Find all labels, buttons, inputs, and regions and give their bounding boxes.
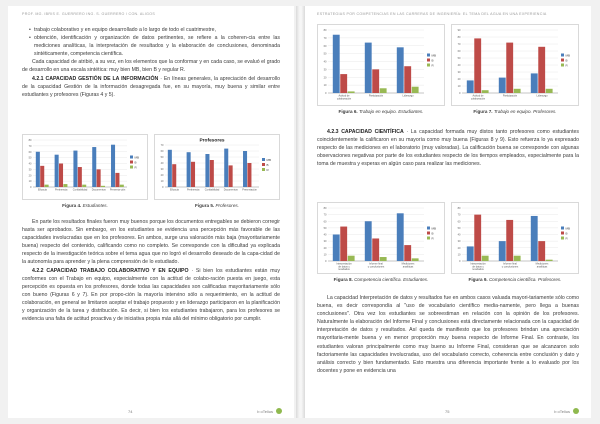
bar-b bbox=[372, 238, 379, 261]
chart-fig7-svg bbox=[452, 25, 578, 105]
y-tick-label: 80 bbox=[323, 207, 327, 210]
y-tick-label: 30 bbox=[323, 240, 327, 244]
y-tick-label: 80 bbox=[28, 139, 32, 142]
paragraph-after-fig5: En parte los resultados finales fueron muy buenos porque los documentos entregables se debieron corregir hasta ser aprobados. Sin embargo, en los estudiantes se evidencia una percepción más favorable de las capacidades involucradas que en los profesores. En ambos, surge una valoración más baja (mayoritariamente buena) respecto del contenido, calificando como no completo. Se corresponde con la dificultad ya explicada respecto de la investigación teórica sobre el tema agua que no logró el desarrollo deseado de la capa-cidad de la autonomía para aprender y la plena comprensión de lo estudiado. bbox=[22, 219, 280, 266]
chart-fig9-svg bbox=[452, 203, 578, 273]
brand-logo-icon bbox=[573, 408, 579, 414]
y-tick-label: 90 bbox=[457, 29, 461, 32]
bar-b bbox=[191, 162, 195, 187]
legend-label: MB bbox=[134, 155, 139, 160]
legend-label: MB bbox=[565, 53, 570, 58]
y-tick-label: 70 bbox=[323, 213, 327, 217]
y-tick-label: 70 bbox=[323, 36, 327, 40]
y-tick-label: 50 bbox=[457, 226, 461, 230]
y-tick-label: 0 bbox=[325, 92, 327, 95]
x-tick-label bbox=[403, 95, 415, 98]
x-tick-label-line: Pertinencia bbox=[186, 188, 200, 192]
bar-mb bbox=[111, 145, 115, 187]
bar-b bbox=[474, 215, 481, 261]
legend-swatch bbox=[561, 54, 564, 57]
legend-swatch bbox=[427, 232, 430, 235]
legend-label: B bbox=[431, 58, 434, 63]
x-tick-label bbox=[336, 263, 352, 272]
x-tick-label-line: Documentos bbox=[91, 188, 106, 192]
bar-mb bbox=[397, 213, 404, 261]
x-tick-label-line: Interpretación bbox=[336, 262, 352, 266]
left-text-bottom bbox=[22, 218, 280, 323]
bar-b bbox=[40, 166, 44, 187]
legend-label: B bbox=[134, 160, 137, 165]
x-tick-label-line: Liderazgo bbox=[536, 94, 548, 98]
figure-4 bbox=[22, 134, 148, 208]
legend-swatch bbox=[262, 163, 265, 166]
x-tick-label-line: de datos y bbox=[338, 265, 350, 269]
legend-label: R bbox=[431, 63, 434, 68]
bar-r bbox=[101, 186, 105, 187]
legend-swatch bbox=[130, 156, 133, 159]
x-tick-label-line: Interpretación bbox=[470, 262, 486, 266]
y-tick-label: 50 bbox=[160, 156, 164, 159]
bullet-item: • obtención, identificación y organización de datos pertinentes, se refiere a la coheren-cia entre las mediciones analíticas, la interpretación de resultados y la elaboración de conclusiones, denominada sintéticamente, competencia científica. bbox=[22, 34, 280, 58]
figure-8-caption bbox=[334, 277, 429, 282]
y-tick-label: 10 bbox=[457, 253, 461, 257]
brand-name: b oTelius bbox=[554, 408, 570, 414]
bar-mb bbox=[73, 151, 77, 187]
bar-b bbox=[474, 38, 481, 93]
x-tick-label-line: Participación bbox=[368, 94, 384, 98]
x-tick-label-line: Presenta-ción bbox=[109, 188, 126, 192]
legend-label: MB bbox=[431, 226, 436, 231]
figure-row-4-5 bbox=[22, 134, 280, 208]
x-tick-label-line: Participación bbox=[502, 94, 518, 98]
running-head-left: PROF. MG. IBRIS E. GUERRERO ING. S. GUERRERO / CON. ALIGOS bbox=[22, 12, 156, 16]
figure-row-8-9 bbox=[317, 202, 579, 282]
bar-r bbox=[63, 184, 67, 187]
y-tick-label: 70 bbox=[457, 213, 461, 217]
y-tick-label: 20 bbox=[160, 174, 164, 177]
figure-6-caption bbox=[339, 109, 424, 114]
caption-text: Competencia científica. Estudiantes. bbox=[354, 277, 429, 282]
x-tick-label bbox=[205, 189, 220, 192]
x-tick-label bbox=[242, 189, 257, 192]
legend-swatch bbox=[262, 158, 265, 161]
bar-b bbox=[97, 169, 101, 187]
x-tick-label bbox=[337, 95, 352, 101]
y-tick-label: 40 bbox=[28, 162, 32, 166]
bar-mb bbox=[499, 241, 506, 261]
bar-r bbox=[82, 185, 86, 187]
x-tick-label bbox=[224, 189, 239, 192]
x-tick-label-line: Documentos bbox=[223, 188, 238, 192]
y-tick-label: 60 bbox=[160, 150, 164, 153]
y-tick-label: 0 bbox=[459, 260, 461, 263]
footer-brand-left bbox=[257, 408, 282, 414]
bar-mb bbox=[55, 155, 59, 187]
figure-6 bbox=[317, 24, 445, 114]
bar-b bbox=[538, 47, 545, 93]
y-tick-label: 40 bbox=[323, 60, 327, 64]
x-tick-label-line: colaboración bbox=[470, 97, 486, 101]
right-text-bottom bbox=[317, 294, 579, 375]
x-tick-label bbox=[368, 263, 385, 269]
footer-right bbox=[445, 409, 449, 414]
legend-swatch bbox=[427, 64, 430, 67]
legend-swatch bbox=[262, 168, 265, 171]
page-number: 74 bbox=[128, 409, 133, 414]
figure-9-caption bbox=[469, 277, 562, 282]
legend-label: MB bbox=[266, 157, 271, 162]
x-tick-label bbox=[55, 189, 68, 192]
legend-label: B bbox=[565, 58, 568, 63]
bar-mb bbox=[224, 149, 228, 187]
bar-mb bbox=[365, 43, 372, 93]
x-tick-label bbox=[470, 263, 486, 272]
section-1-text: · En líneas generales, la apreciación del desarrollo de la capacidad Gestión de la información desagregada fue, en su mayoría, muy buena y similar entre estudiantes y profesores (Figuras 4 y 5). bbox=[22, 75, 280, 98]
bar-mb bbox=[333, 235, 340, 262]
x-tick-label-line: Confiabilidad bbox=[72, 188, 88, 192]
chart-title: Profesores bbox=[199, 138, 225, 144]
chart-fig8-svg bbox=[318, 203, 444, 273]
x-tick-label-line: Confiabilidad bbox=[204, 188, 220, 192]
y-tick-label: 60 bbox=[457, 220, 461, 224]
figure-4-caption bbox=[62, 203, 108, 208]
bar-b bbox=[372, 69, 379, 93]
bar-mb bbox=[365, 221, 372, 261]
bar-b bbox=[404, 66, 411, 93]
bar-b bbox=[538, 241, 545, 261]
caption-text: Trabajo en equipo. Profesores. bbox=[493, 109, 557, 114]
bar-r bbox=[380, 88, 387, 93]
y-tick-label: 50 bbox=[323, 226, 327, 230]
y-tick-label: 60 bbox=[323, 220, 327, 224]
x-tick-label bbox=[38, 189, 47, 192]
bar-b bbox=[78, 167, 82, 187]
legend-label: R bbox=[565, 236, 568, 241]
right-page bbox=[305, 6, 591, 418]
chart-fig6-svg bbox=[318, 25, 444, 105]
x-tick-label-line: Mediciones bbox=[535, 262, 549, 266]
figure-7-caption bbox=[473, 109, 556, 114]
bar-mb bbox=[397, 47, 404, 93]
page-number: 75 bbox=[445, 409, 450, 414]
bar-b bbox=[115, 173, 119, 187]
x-tick-label-line: Informe final bbox=[503, 262, 517, 266]
x-tick-label bbox=[73, 189, 88, 192]
caption-text: Trabajo en equipo. Estudiantes. bbox=[358, 109, 424, 114]
section-heading-1: 4.2.1 CAPACIDAD GESTIÓN DE LA INFORMACIÓN bbox=[32, 75, 159, 82]
y-tick-label: 30 bbox=[28, 168, 32, 172]
bar-r bbox=[412, 258, 419, 261]
y-tick-label: 20 bbox=[457, 246, 461, 250]
bar-b bbox=[404, 245, 411, 261]
y-tick-label: 40 bbox=[160, 162, 164, 165]
caption-text: Estudiantes. bbox=[82, 203, 108, 208]
legend-label: MB bbox=[431, 53, 436, 58]
bar-mb bbox=[168, 150, 172, 187]
paragraph-section-3 bbox=[317, 128, 579, 168]
y-tick-label: 0 bbox=[30, 186, 32, 189]
bar-r bbox=[514, 256, 521, 261]
y-tick-label: 10 bbox=[457, 85, 461, 88]
y-tick-label: 10 bbox=[28, 180, 32, 184]
book-gutter bbox=[296, 6, 305, 418]
chart-fig5 bbox=[154, 134, 280, 200]
x-tick-label bbox=[369, 95, 384, 98]
bar-mb bbox=[187, 152, 191, 187]
legend-swatch bbox=[427, 227, 430, 230]
legend-swatch bbox=[561, 227, 564, 230]
y-tick-label: 30 bbox=[323, 68, 327, 72]
bar-b bbox=[247, 163, 251, 187]
bar-r bbox=[546, 89, 553, 93]
running-head-right: ESTRATEGIAS POR COMPETENCIAS EN LAS CARRERAS DE INGENIERÍA: EL TEMA DEL AGUA EN UNA EXPERIENCIA bbox=[317, 12, 547, 16]
bar-b bbox=[172, 164, 176, 187]
legend-label: B bbox=[565, 231, 568, 236]
y-tick-label: 10 bbox=[323, 253, 327, 257]
x-tick-label bbox=[503, 95, 518, 98]
x-tick-label-line: Eficacia bbox=[170, 188, 179, 192]
chart-fig5-svg bbox=[155, 135, 279, 199]
x-tick-label bbox=[92, 189, 107, 192]
y-tick-label: 60 bbox=[323, 44, 327, 48]
chart-fig9 bbox=[451, 202, 579, 274]
right-text-top bbox=[317, 128, 579, 168]
legend-label: B bbox=[431, 231, 434, 236]
legend-label: MB bbox=[565, 226, 570, 231]
caption-label: Figura 9. bbox=[468, 277, 488, 282]
bar-mb bbox=[467, 80, 474, 93]
x-tick-label-line: de datos y bbox=[472, 265, 484, 269]
legend-swatch bbox=[561, 237, 564, 240]
y-tick-label: 40 bbox=[457, 64, 461, 67]
x-tick-label-line: Mediciones bbox=[401, 262, 415, 266]
legend-label: R bbox=[431, 236, 434, 241]
y-tick-label: 70 bbox=[28, 144, 32, 148]
section-3-text: · La capacidad formada muy distos tanto profesores como estudiantes coincidentemente la calificaron en su mayoría como muy buena (Figuras 8 y 9). Esto refuerza lo ya expresado respecto de las mediciones en el laboratorio (muy valoradas). La calificación buena se corresponde con algunas observaciones negativas por parte de los estudiantes respecto de los tiempos empleados, especialmente para la toma de muestra y esperas en algún caso para realizar las mediciones. bbox=[317, 129, 579, 168]
bar-r bbox=[482, 256, 489, 261]
x-tick-label-line: Liderazgo bbox=[402, 94, 414, 98]
brand-name: b oTelius bbox=[257, 408, 273, 414]
caption-label: Figura 5. bbox=[195, 203, 215, 208]
chart-fig6 bbox=[317, 24, 445, 106]
x-tick-label bbox=[471, 95, 486, 101]
chart-fig7 bbox=[451, 24, 579, 106]
y-tick-label: 0 bbox=[325, 260, 327, 263]
x-tick-label-line: Pertinencia bbox=[54, 188, 68, 192]
bar-r bbox=[348, 91, 355, 93]
chart-fig4-svg bbox=[23, 135, 147, 199]
y-tick-label: 70 bbox=[457, 43, 461, 46]
legend-swatch bbox=[427, 54, 430, 57]
x-tick-label-line: resultados bbox=[472, 268, 484, 272]
caption-text: Profesores. bbox=[215, 203, 239, 208]
caption-label: Figura 6. bbox=[338, 109, 358, 114]
x-tick-label-line: Informe final bbox=[369, 262, 383, 266]
y-tick-label: 10 bbox=[323, 84, 327, 88]
y-tick-label: 30 bbox=[457, 240, 461, 244]
legend-swatch bbox=[561, 64, 564, 67]
x-tick-label-line: Eficacia bbox=[38, 188, 47, 192]
footer-left bbox=[128, 409, 132, 414]
chart-fig8 bbox=[317, 202, 445, 274]
x-tick-label bbox=[536, 263, 549, 269]
bar-mb bbox=[531, 216, 538, 261]
caption-label: Figura 8. bbox=[333, 277, 353, 282]
y-tick-label: 70 bbox=[160, 144, 164, 147]
legend-swatch bbox=[130, 166, 133, 169]
y-tick-label: 50 bbox=[457, 57, 461, 60]
legend-swatch bbox=[561, 232, 564, 235]
x-tick-label-line: Presentación bbox=[242, 188, 257, 192]
x-tick-label-line: colaboración bbox=[336, 97, 352, 101]
bar-mb bbox=[333, 35, 340, 93]
bar-mb bbox=[243, 151, 247, 187]
figure-5 bbox=[154, 134, 280, 208]
bar-mb bbox=[531, 73, 538, 93]
y-tick-label: 80 bbox=[457, 36, 461, 39]
bullet-item: • trabajo colaborativo y en equipo desarrollado a lo largo de todo el cuatrimestre, bbox=[22, 26, 280, 34]
caption-label: Figura 4. bbox=[62, 203, 82, 208]
y-tick-label: 20 bbox=[323, 76, 327, 80]
legend-label: R bbox=[134, 165, 137, 170]
bar-mb bbox=[499, 78, 506, 93]
bar-b bbox=[229, 165, 233, 187]
legend-swatch bbox=[561, 59, 564, 62]
bar-r bbox=[412, 87, 419, 93]
legend-label: R bbox=[565, 63, 568, 68]
left-text-top bbox=[22, 26, 280, 99]
y-tick-label: 50 bbox=[323, 52, 327, 56]
x-tick-label bbox=[537, 95, 549, 98]
y-tick-label: 20 bbox=[28, 174, 32, 178]
x-tick-label-line: y conclusiones bbox=[367, 265, 385, 269]
x-tick-label bbox=[110, 189, 126, 192]
bar-r bbox=[482, 90, 489, 93]
legend-label: R bbox=[266, 167, 269, 172]
figure-row-6-7 bbox=[317, 24, 579, 114]
bar-r bbox=[380, 257, 387, 261]
x-tick-label bbox=[170, 189, 179, 192]
paragraph-final: La capacidad Interpretación de datos y resultados fue en ambos casos valuada mayori-tariamente sólo como buena, es decir correspondía al "uso de vocabulario científico media-namente, pero llega a buenas conclusiones". Otra vez los estudiantes se sobreestiman en relación con la opinión de los profesores. Naturalmente la elaboración del Informe Final y conclusiones está directamente relacionada con la capacidad de interpretación de datos y resultados. Así queda de manifiesto que los profesores brindan una apreciación mayoritaria-mente buena y en menor proporción muy buena respecto de Informe Final. En contraste, los estudiantes valoran principalmente como muy bueno su Informe Final, consideran que se alcanzaron solo factoriamente las capacidades involucradas, uso del vocabulario correcto, coherencia entre conclusión y dato y análisis correcto y bien fundamentado. Esto muestra una diferencia importante frente a lo evaluado por los docentes y pone en evidencia una bbox=[317, 295, 579, 374]
y-tick-label: 50 bbox=[28, 156, 32, 160]
legend-swatch bbox=[427, 59, 430, 62]
paragraph-scale: Cada capacidad de atribió, a su vez, en los elementos que la conformar y en cada caso, se evaluó el grado de desarrollo en una escala sintética: muy bien MB, bien B y regular R. bbox=[22, 59, 280, 74]
y-tick-label: 30 bbox=[160, 168, 164, 171]
bar-mb bbox=[205, 154, 209, 187]
bar-r bbox=[546, 260, 553, 261]
bar-b bbox=[210, 160, 214, 187]
bar-mb bbox=[92, 147, 96, 187]
section-2-text: · Si bien los estudiantes están muy conformes con el Trabajo en equipo, especialmente con la actitud de colabo-ración puesta en juego, esta percepción es opuesta en los profesores, donde todas las capacidades son calificadas mayoritariamente sólo con bueno (Figuras 6 y 7). En por propo-ción la mayoría intervino sólo a requerimiento, en la actitud de colaboración, en general se limitaron aceptar el trabajo propuesto y en liderazgo participaron en la planificación y organización de la tarea y distribución. Es decir, si bien los estudiantes trabajaron, para los profesores se evidencia una falta de actitud proactiva y de iniciativa propia más allá del mínimo obligatorio por cumplir. bbox=[22, 267, 281, 323]
y-tick-label: 80 bbox=[323, 29, 327, 32]
y-tick-label: 20 bbox=[457, 78, 461, 81]
figure-7 bbox=[451, 24, 579, 114]
x-tick-label-line: resultados bbox=[338, 268, 350, 272]
y-tick-label: 10 bbox=[160, 180, 164, 183]
paragraph-section-1 bbox=[22, 75, 280, 99]
section-heading-3: 4.2.3 CAPACIDAD CIENTÍFICA bbox=[327, 129, 404, 135]
y-tick-label: 0 bbox=[459, 92, 461, 95]
x-tick-label-line: Actitud de bbox=[472, 94, 484, 98]
paragraph-section-2 bbox=[22, 267, 280, 324]
bar-b bbox=[340, 227, 347, 261]
brand-logo-icon bbox=[276, 408, 282, 414]
x-tick-label bbox=[402, 263, 415, 269]
bar-r bbox=[514, 89, 521, 93]
x-tick-label bbox=[187, 189, 200, 192]
bar-r bbox=[120, 185, 124, 187]
bar-b bbox=[506, 43, 513, 93]
y-tick-label: 30 bbox=[457, 71, 461, 74]
y-tick-label: 60 bbox=[457, 50, 461, 53]
x-tick-label-line: analíticas bbox=[402, 265, 414, 269]
y-tick-label: 80 bbox=[457, 207, 461, 210]
caption-text: Competencia científica. Profesores. bbox=[488, 277, 562, 282]
chart-fig4 bbox=[22, 134, 148, 200]
bar-r bbox=[348, 256, 355, 261]
y-tick-label: 20 bbox=[323, 246, 327, 250]
bar-mb bbox=[467, 246, 474, 261]
section-heading-2: 4.2.2 CAPACIDAD TRABAJO COLABORATIVO Y EN EQUIPO bbox=[32, 267, 189, 274]
y-tick-label: 40 bbox=[457, 233, 461, 237]
x-tick-label-line: y conclusiones bbox=[501, 265, 519, 269]
y-tick-label: 0 bbox=[162, 186, 164, 189]
bar-b bbox=[59, 164, 63, 188]
legend-swatch bbox=[130, 161, 133, 164]
bar-mb bbox=[36, 152, 40, 187]
footer-brand-right bbox=[554, 408, 579, 414]
figure-8 bbox=[317, 202, 445, 282]
x-tick-label-line: analíticas bbox=[536, 265, 548, 269]
legend-label: B bbox=[266, 162, 269, 167]
x-tick-label bbox=[502, 263, 519, 269]
x-tick-label-line: Actitud de bbox=[338, 94, 350, 98]
left-page bbox=[8, 6, 294, 418]
y-tick-label: 40 bbox=[323, 233, 327, 237]
figure-5-caption bbox=[195, 203, 239, 208]
y-tick-label: 60 bbox=[28, 150, 32, 154]
bar-b bbox=[506, 220, 513, 261]
legend-swatch bbox=[427, 237, 430, 240]
caption-label: Figura 7. bbox=[473, 109, 493, 114]
figure-9 bbox=[451, 202, 579, 282]
bar-r bbox=[45, 185, 49, 187]
bar-b bbox=[340, 74, 347, 93]
